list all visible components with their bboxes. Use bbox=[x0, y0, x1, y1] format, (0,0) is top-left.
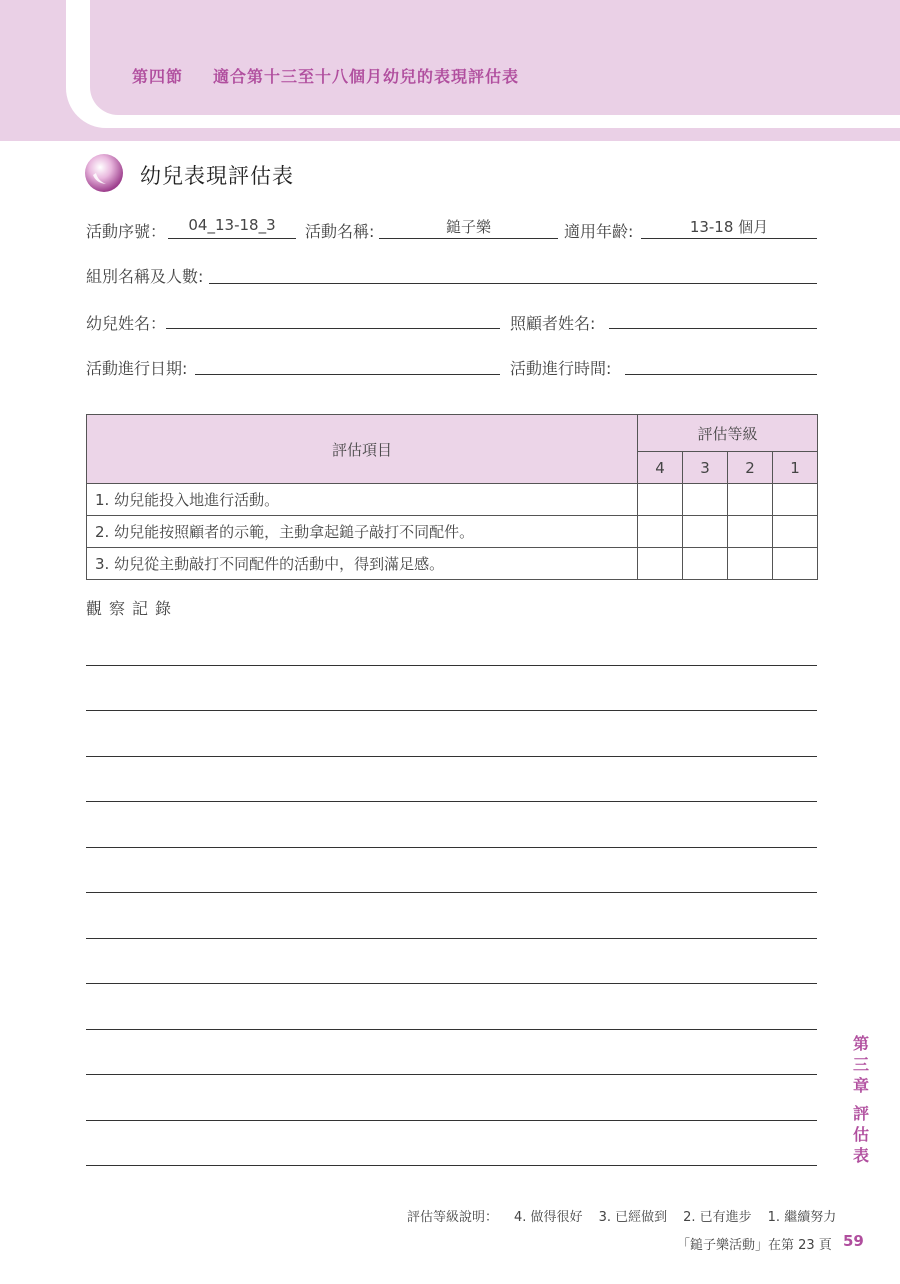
legend-item: 2. 已有進步 bbox=[683, 1210, 752, 1225]
grade-cell[interactable] bbox=[638, 548, 683, 580]
observation-line[interactable] bbox=[86, 1120, 817, 1121]
observation-line[interactable] bbox=[86, 1165, 817, 1166]
activity-name-value: 鎚子樂 bbox=[445, 218, 491, 236]
caregiver-line[interactable] bbox=[609, 328, 817, 329]
activity-no-label: 活動序號： bbox=[86, 222, 167, 241]
side-tab-chapter: 第 三 章 bbox=[852, 1034, 869, 1095]
date-line[interactable] bbox=[195, 374, 500, 375]
table-row bbox=[87, 548, 818, 580]
age-label: 適用年齡: bbox=[564, 222, 634, 241]
form-title: 幼兒表現評估表 bbox=[140, 164, 294, 188]
observation-title: 觀察記錄 bbox=[86, 599, 179, 618]
age-line bbox=[641, 238, 817, 239]
grade-cell[interactable] bbox=[773, 516, 818, 548]
grade-2-header: 2 bbox=[728, 452, 773, 484]
grade-cell[interactable] bbox=[638, 516, 683, 548]
activity-reference: 「鎚子樂活動」在第 23 頁 bbox=[677, 1238, 832, 1253]
grade-cell[interactable] bbox=[683, 484, 728, 516]
observation-line[interactable] bbox=[86, 892, 817, 893]
date-label: 活動進行日期: bbox=[86, 359, 188, 378]
legend-item: 3. 已經做到 bbox=[598, 1210, 668, 1225]
observation-line[interactable] bbox=[86, 938, 817, 939]
grade-cell[interactable] bbox=[728, 548, 773, 580]
legend-label: 評估等級說明： bbox=[407, 1210, 499, 1225]
activity-name-label: 活動名稱: bbox=[305, 222, 375, 241]
age-value: 13-18 個月 bbox=[689, 218, 769, 236]
observation-line[interactable] bbox=[86, 756, 817, 757]
observation-line[interactable] bbox=[86, 801, 817, 802]
grade-cell[interactable] bbox=[773, 484, 818, 516]
time-label: 活動進行時間: bbox=[510, 359, 612, 378]
grade-cell[interactable] bbox=[773, 548, 818, 580]
item-header: 評估項目 bbox=[87, 415, 638, 484]
activity-no-value: 04_13-18_3 bbox=[188, 216, 276, 234]
section-number: 第四節 bbox=[132, 67, 184, 86]
table-row bbox=[87, 484, 818, 516]
section-header bbox=[132, 64, 519, 87]
grade-legend bbox=[407, 1206, 836, 1225]
header-decor-inner bbox=[90, 0, 900, 115]
grade-cell[interactable] bbox=[638, 484, 683, 516]
group-line[interactable] bbox=[209, 283, 817, 284]
evaluation-table bbox=[86, 414, 818, 580]
observation-line[interactable] bbox=[86, 665, 817, 666]
table-row bbox=[87, 516, 818, 548]
assessment-item: 3. 幼兒從主動敲打不同配件的活動中，得到滿足感。 bbox=[87, 548, 638, 580]
observation-line[interactable] bbox=[86, 710, 817, 711]
activity-no-line bbox=[168, 238, 296, 239]
grade-cell[interactable] bbox=[728, 516, 773, 548]
time-line[interactable] bbox=[625, 374, 817, 375]
legend-item: 4. 做得很好 bbox=[514, 1210, 583, 1225]
grade-4-header: 4 bbox=[638, 452, 683, 484]
caregiver-label: 照顧者姓名: bbox=[510, 314, 596, 333]
observation-line[interactable] bbox=[86, 847, 817, 848]
grade-cell[interactable] bbox=[683, 548, 728, 580]
assessment-item: 2. 幼兒能按照顧者的示範，主動拿起鎚子敲打不同配件。 bbox=[87, 516, 638, 548]
activity-name-line bbox=[379, 238, 558, 239]
child-name-label: 幼兒姓名： bbox=[86, 314, 167, 333]
side-tab-name: 評 估 表 bbox=[852, 1104, 869, 1165]
pearl-bullet-icon bbox=[84, 153, 124, 193]
legend-item: 1. 繼續努力 bbox=[767, 1210, 837, 1225]
observation-line[interactable] bbox=[86, 1074, 817, 1075]
grade-3-header: 3 bbox=[683, 452, 728, 484]
observation-line[interactable] bbox=[86, 983, 817, 984]
grade-header: 評估等級 bbox=[638, 415, 818, 452]
group-label: 組別名稱及人數: bbox=[86, 267, 204, 286]
grade-cell[interactable] bbox=[728, 484, 773, 516]
child-name-line[interactable] bbox=[166, 328, 500, 329]
section-title: 適合第十三至十八個月幼兒的表現評估表 bbox=[213, 67, 520, 86]
page-number: 59 bbox=[843, 1232, 864, 1250]
grade-1-header: 1 bbox=[773, 452, 818, 484]
assessment-item: 1. 幼兒能投入地進行活動。 bbox=[87, 484, 638, 516]
observation-line[interactable] bbox=[86, 1029, 817, 1030]
grade-cell[interactable] bbox=[683, 516, 728, 548]
